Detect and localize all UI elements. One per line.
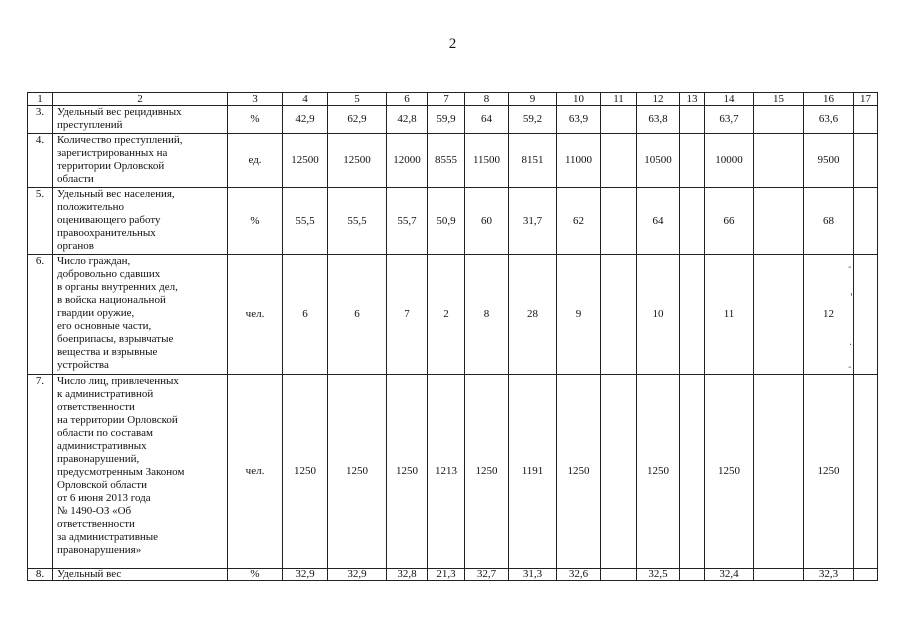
column-header: 13 xyxy=(680,93,705,106)
value-cell: 1250 xyxy=(637,375,680,569)
value-cell: 11500 xyxy=(465,134,509,188)
table-row xyxy=(28,569,878,581)
indicator-name: Удельный вес населения, положительно оценивающего работу правоохранительных органов xyxy=(53,188,228,255)
value-cell: 50,9 xyxy=(428,188,465,255)
indicators-table xyxy=(27,92,878,581)
column-header: 3 xyxy=(228,93,283,106)
value-cell: 12500 xyxy=(283,134,328,188)
value-cell xyxy=(680,255,705,375)
row-number: 6. xyxy=(28,255,53,375)
column-header: 8 xyxy=(465,93,509,106)
value-cell: 60 xyxy=(465,188,509,255)
column-header: 7 xyxy=(428,93,465,106)
value-cell: 32,5 xyxy=(637,569,680,581)
value-cell xyxy=(754,188,804,255)
table-row xyxy=(28,134,878,188)
table-row xyxy=(28,188,878,255)
value-cell: 32,9 xyxy=(328,569,387,581)
column-header: 5 xyxy=(328,93,387,106)
page-number: 2 xyxy=(448,36,457,52)
value-cell: 10 xyxy=(637,255,680,375)
value-cell: 11000 xyxy=(557,134,601,188)
value-cell: 64 xyxy=(465,106,509,134)
column-header: 11 xyxy=(601,93,637,106)
value-cell: 55,5 xyxy=(283,188,328,255)
value-cell: 59,9 xyxy=(428,106,465,134)
value-cell xyxy=(754,375,804,569)
value-cell xyxy=(680,375,705,569)
value-cell: 8555 xyxy=(428,134,465,188)
value-cell xyxy=(601,255,637,375)
unit-cell: чел. xyxy=(228,375,283,569)
column-header: 4 xyxy=(283,93,328,106)
row-number: 4. xyxy=(28,134,53,188)
row-number: 8. xyxy=(28,569,53,581)
table-row xyxy=(28,375,878,569)
value-cell xyxy=(601,134,637,188)
value-cell: 32,9 xyxy=(283,569,328,581)
table-row xyxy=(28,106,878,134)
column-header: 6 xyxy=(387,93,428,106)
value-cell: 63,7 xyxy=(705,106,754,134)
column-header: 14 xyxy=(705,93,754,106)
column-header: 9 xyxy=(509,93,557,106)
column-header: 16 xyxy=(804,93,854,106)
value-cell: 63,9 xyxy=(557,106,601,134)
indicator-name: Удельный вес рецидивных преступлений xyxy=(53,106,228,134)
value-cell: 1250 xyxy=(328,375,387,569)
value-cell xyxy=(854,569,878,581)
value-cell: 31,3 xyxy=(509,569,557,581)
value-cell: 32,7 xyxy=(465,569,509,581)
unit-cell: ед. xyxy=(228,134,283,188)
value-cell: 55,5 xyxy=(328,188,387,255)
unit-cell: чел. xyxy=(228,255,283,375)
column-header: 1 xyxy=(28,93,53,106)
column-header: 17 xyxy=(854,93,878,106)
value-cell xyxy=(601,106,637,134)
value-cell: 11 xyxy=(705,255,754,375)
value-cell xyxy=(854,106,878,134)
row-number: 3. xyxy=(28,106,53,134)
value-cell: 8 xyxy=(465,255,509,375)
value-cell: 9500 xyxy=(804,134,854,188)
value-cell: 68 xyxy=(804,188,854,255)
value-cell: 7 xyxy=(387,255,428,375)
value-cell: 32,6 xyxy=(557,569,601,581)
value-cell: 1250 xyxy=(283,375,328,569)
unit-cell: % xyxy=(228,569,283,581)
value-cell: 28 xyxy=(509,255,557,375)
column-header: 10 xyxy=(557,93,601,106)
row-number: 7. xyxy=(28,375,53,569)
value-cell xyxy=(680,188,705,255)
column-header-row xyxy=(28,93,878,106)
value-cell: 10500 xyxy=(637,134,680,188)
column-header: 12 xyxy=(637,93,680,106)
unit-cell: % xyxy=(228,106,283,134)
value-cell: 12 xyxy=(804,255,854,375)
value-cell xyxy=(854,188,878,255)
value-cell: 1250 xyxy=(387,375,428,569)
value-cell: 10000 xyxy=(705,134,754,188)
table-row xyxy=(28,255,878,375)
value-cell xyxy=(754,134,804,188)
value-cell: 6 xyxy=(283,255,328,375)
indicator-name: Число граждан, добровольно сдавших в органы внутренних дел, в войска национальной гвардии оружие, его основные части, боеприпасы, взрывчатые вещества и взрывные устройства xyxy=(53,255,228,375)
value-cell xyxy=(754,255,804,375)
value-cell: 59,2 xyxy=(509,106,557,134)
value-cell: 42,9 xyxy=(283,106,328,134)
value-cell xyxy=(854,375,878,569)
value-cell xyxy=(854,255,878,375)
column-header: 2 xyxy=(53,93,228,106)
value-cell xyxy=(854,134,878,188)
value-cell: 1250 xyxy=(804,375,854,569)
value-cell: 1250 xyxy=(557,375,601,569)
value-cell xyxy=(680,106,705,134)
value-cell: 64 xyxy=(637,188,680,255)
unit-cell: % xyxy=(228,188,283,255)
value-cell xyxy=(601,188,637,255)
value-cell: 31,7 xyxy=(509,188,557,255)
value-cell: 66 xyxy=(705,188,754,255)
value-cell: 55,7 xyxy=(387,188,428,255)
value-cell xyxy=(754,569,804,581)
value-cell: 6 xyxy=(328,255,387,375)
column-header: 15 xyxy=(754,93,804,106)
scan-mark: · xyxy=(849,340,853,351)
value-cell: 8151 xyxy=(509,134,557,188)
value-cell: 12000 xyxy=(387,134,428,188)
scan-mark: - xyxy=(848,362,852,373)
value-cell xyxy=(601,375,637,569)
value-cell: 63,8 xyxy=(637,106,680,134)
value-cell: 32,8 xyxy=(387,569,428,581)
indicator-name: Количество преступлений, зарегистрированных на территории Орловской области xyxy=(53,134,228,188)
row-number: 5. xyxy=(28,188,53,255)
value-cell: 63,6 xyxy=(804,106,854,134)
value-cell xyxy=(601,569,637,581)
value-cell xyxy=(680,134,705,188)
value-cell xyxy=(754,106,804,134)
value-cell: 62,9 xyxy=(328,106,387,134)
value-cell: 21,3 xyxy=(428,569,465,581)
value-cell: 32,3 xyxy=(804,569,854,581)
value-cell: 42,8 xyxy=(387,106,428,134)
scan-mark: ' xyxy=(850,292,853,303)
value-cell: 1250 xyxy=(705,375,754,569)
indicator-name: Число лиц, привлеченных к административной ответственности на территории Орловской области по составам административных правонарушений, предусмотренным Законом Орловской области от 6 июня 2013 года № 1490-ОЗ «Об ответственности за административные правонарушения» xyxy=(53,375,228,569)
value-cell: 1191 xyxy=(509,375,557,569)
value-cell xyxy=(680,569,705,581)
indicator-name: Удельный вес xyxy=(53,569,228,581)
scan-mark: - xyxy=(848,262,852,273)
value-cell: 62 xyxy=(557,188,601,255)
value-cell: 1213 xyxy=(428,375,465,569)
value-cell: 9 xyxy=(557,255,601,375)
value-cell: 2 xyxy=(428,255,465,375)
value-cell: 32,4 xyxy=(705,569,754,581)
value-cell: 1250 xyxy=(465,375,509,569)
value-cell: 12500 xyxy=(328,134,387,188)
